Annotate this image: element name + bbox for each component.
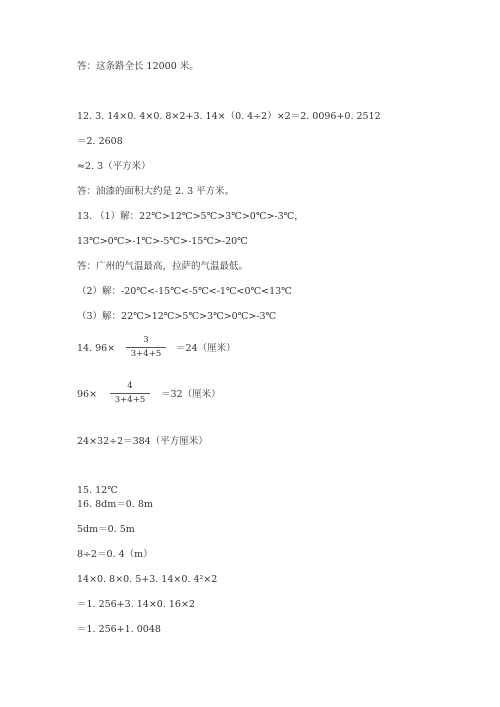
fraction-2-bar [110, 393, 150, 394]
fraction-1-denominator: 3+4+5 [130, 349, 162, 359]
problem-16-line-2: 5dm＝0. 5m [77, 524, 135, 535]
problem-16-line-5: ＝1. 256+3. 14×0. 16×2 [77, 599, 195, 610]
fraction-2-denominator: 3+4+5 [114, 395, 146, 405]
problem-13-part-2: （2）解：-20℃<-15℃<-5℃<-1℃<0℃<13℃ [77, 286, 292, 297]
problem-16-line-6: ＝1. 256+1. 0048 [77, 624, 161, 635]
problem-14-line-2-prefix: 96× [77, 389, 98, 400]
problem-14-line-1-result: ＝24（厘米） [176, 343, 236, 354]
problem-16-line-3: 8÷2＝0. 4（m） [77, 549, 153, 560]
fraction-1-numerator: 3 [143, 335, 149, 345]
problem-13-part-1-cont: 13℃>0℃>-1℃>-5℃>-15℃>-20℃ [77, 236, 248, 247]
answer-paint-area: 答：油漆的面积大约是 2. 3 平方米。 [77, 186, 235, 197]
answer-temperature: 答：广州的气温最高，拉萨的气温最低。 [77, 261, 249, 272]
problem-14-area: 24×32÷2＝384（平方厘米） [77, 436, 208, 447]
fraction-2-numerator: 4 [127, 381, 133, 391]
problem-13-part-1: 13. （1）解：22℃>12℃>5℃>3℃>0℃>-3℃， [77, 211, 304, 222]
problem-12-step-2: ≈2. 3（平方米） [77, 161, 151, 172]
problem-16-line-4: 14×0. 8×0. 5+3. 14×0. 4²×2 [77, 574, 218, 585]
problem-14-line-1-prefix: 14. 96× [77, 343, 116, 354]
problem-15-answer: 15. 12℃ [77, 485, 118, 496]
problem-13-part-3: （3）解：22℃>12℃>5℃>3℃>0℃>-3℃ [77, 311, 277, 322]
answer-road-length: 答：这条路全长 12000 米。 [77, 61, 199, 72]
fraction-1-bar [126, 347, 166, 348]
problem-12-equation: 12. 3. 14×0. 4×0. 8×2+3. 14×（0. 4÷2）×2＝2. 0096+0. 2512 [77, 111, 381, 122]
problem-12-step-1: ＝2. 2608 [77, 136, 123, 147]
problem-14-line-2-result: ＝32（厘米） [161, 389, 221, 400]
problem-16-line-1: 16. 8dm＝0. 8m [77, 499, 153, 510]
